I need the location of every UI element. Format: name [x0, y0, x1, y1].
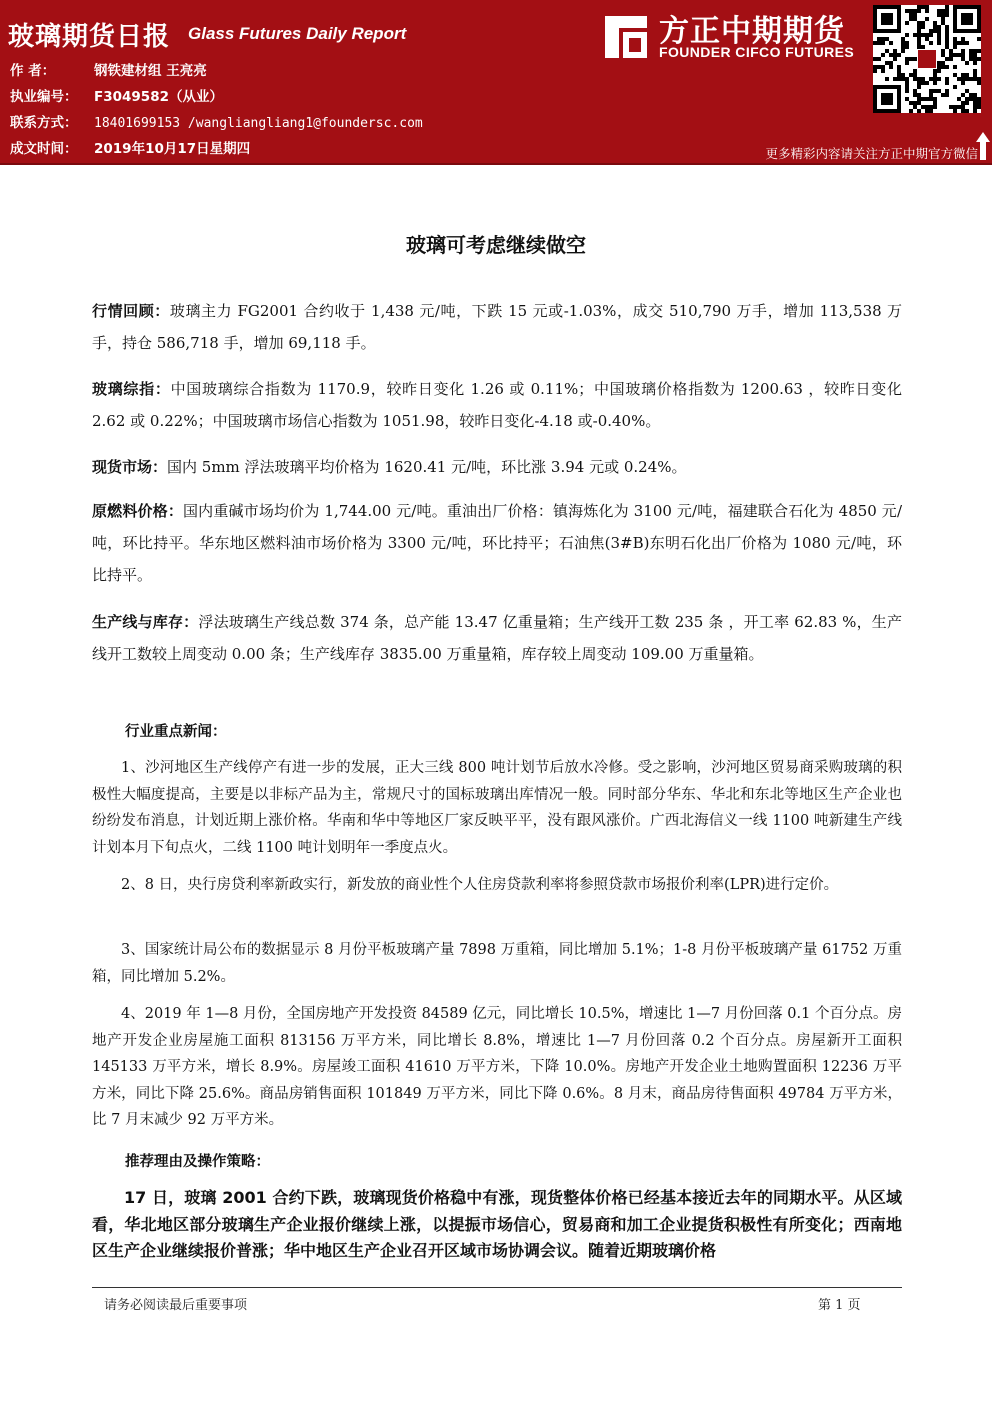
meta-label: 联系方式： — [10, 115, 78, 131]
news-heading: 行业重点新闻： — [125, 724, 227, 740]
section-production-inventory — [92, 606, 902, 670]
meta-contact — [10, 112, 423, 134]
up-arrow-icon — [976, 132, 990, 160]
meta-value: 钢铁建材组 王亮亮 — [94, 63, 207, 79]
company-logo-cn: 方正中期期货 — [659, 14, 845, 49]
wechat-qr-code — [873, 5, 981, 113]
section-text: 中国玻璃综合指数为 1170.9，较昨日变化 1.26 或 0.11%；中国玻璃价格指数为 1200.63 ，较昨日变化 2.62 或 0.22%；中国玻璃市场信心指数为 1051.98，较昨日变化-4.18 或-0.40%。 — [92, 380, 902, 430]
report-title: 玻璃期货日报 — [8, 22, 171, 52]
section-label: 行情回顾： — [92, 302, 170, 320]
header-rule — [0, 163, 992, 165]
footer-rule — [92, 1287, 902, 1288]
section-text: 浮法玻璃生产线总数 374 条，总产能 13.47 亿重量箱；生产线开工数 235 条 ，开工率 62.83 %，生产线开工数较上周变动 0.00 条；生产线库存 3835.00 万重量箱，库存较上周变动 109.00 万重量箱。 — [92, 613, 902, 663]
section-label: 生产线与库存： — [92, 613, 199, 631]
meta-author — [10, 60, 207, 82]
company-logo-en: FOUNDER CIFCO FUTURES — [659, 44, 855, 60]
news-item: 4、2019 年 1—8 月份，全国房地产开发投资 84589 亿元，同比增长 10.5%，增速比 1—7 月份回落 0.1 个百分点。房地产开发企业房屋施工面积 813156 万平方米，同比增长 8.8%，增速比 1—7 月份回落 0.2 个百分点。房屋新开工面积 145133 万平方米，增长 8.9%。房屋竣工面积 41610 万平方米，下降 10.0%。房地产开发企业土地购置面积 12236 万平方米，同比下降 25.6%。商品房销售面积 101849 万平方米，同比下降 0.6%。8 月末，商品房待售面积 49784 万平方米，比 7 月末减少 92 万平方米。 — [92, 1006, 902, 1128]
news-item: 3、国家统计局公布的数据显示 8 月份平板玻璃产量 7898 万重箱，同比增加 5.1%；1-8 月份平板玻璃产量 61752 万重箱，同比增加 5.2%。 — [92, 942, 902, 985]
news-item: 1、沙河地区生产线停产有进一步的发展，正大三线 800 吨计划节后放水冷修。受之影响，沙河地区贸易商采购玻璃的积极性大幅度提高，主要是以非标产品为主，常规尺寸的国标玻璃出库情况一般。同时部分华东、华北和东北等地区生产企业也纷纷发布消息，计划近期上涨价格。华南和华中等地区厂家反映平平，没有跟风涨价。广西北海信义一线 1100 吨新建生产线计划本月下旬点火，二线 1100 吨计划明年一季度点火。 — [92, 760, 902, 856]
meta-label: 执业编号： — [10, 89, 78, 105]
company-logo — [601, 8, 865, 68]
section-text: 玻璃主力 FG2001 合约收于 1,438 元/吨，下跌 15 元或-1.03%，成交 510,790 万手，增加 113,538 万手，持仓 586,718 手，增加 69,118 手。 — [92, 302, 902, 352]
section-raw-fuel-prices — [92, 495, 902, 591]
page-headline: 玻璃可考虑继续做空 — [406, 233, 586, 257]
section-label: 现货市场： — [92, 458, 168, 476]
section-glass-index — [92, 373, 902, 437]
strategy-text: 17 日，玻璃 2001 合约下跌，玻璃现货价格稳中有涨，现货整体价格已经基本接近去年的同期水平。从区域看，华北地区部分玻璃生产企业报价继续上涨，以提振市场信心，贸易商和加工企业提货积极性有所变化；西南地区生产企业继续报价普涨；华中地区生产企业召开区域市场协调会议。随着近期玻璃价格 — [92, 1188, 902, 1260]
strategy-heading: 推荐理由及操作策略： — [125, 1154, 270, 1170]
news-item: 2、8 日，央行房贷利率新政实行，新发放的商业性个人住房贷款利率将参照贷款市场报价利率(LPR)进行定价。 — [121, 877, 839, 893]
section-label: 玻璃综指： — [92, 380, 171, 398]
section-spot-market — [92, 451, 902, 483]
footer-disclaimer: 请务必阅读最后重要事项 — [104, 1298, 248, 1313]
company-logo-mark — [601, 12, 651, 62]
meta-value: 18401699153 /wangliangliang1@foundersc.com — [94, 116, 423, 131]
meta-license — [10, 86, 223, 108]
section-label: 原燃料价格： — [92, 502, 183, 520]
section-text: 国内 5mm 浮法玻璃平均价格为 1620.41 元/吨，环比涨 3.94 元或 0.24%。 — [167, 458, 687, 476]
section-text: 国内重碱市场均价为 1,744.00 元/吨。重油出厂价格：镇海炼化为 3100 元/吨，福建联合石化为 4850 元/吨，环比持平。华东地区燃料油市场价格为 3300 元/吨，环比持平；石油焦(3#B)东明石化出厂价格为 1080 元/吨，环比持平。 — [92, 502, 902, 584]
meta-value: F3049582（从业） — [94, 89, 223, 105]
report-subtitle: Glass Futures Daily Report — [188, 24, 407, 43]
report-header — [0, 0, 992, 163]
meta-label: 作 者： — [10, 63, 56, 79]
meta-date — [10, 138, 250, 160]
meta-label: 成文时间： — [10, 141, 78, 157]
wechat-follow-note: 更多精彩内容请关注方正中期官方微信 — [765, 146, 978, 161]
section-market-review — [92, 295, 902, 359]
page-number: 第 1 页 — [818, 1298, 861, 1313]
meta-value: 2019年10月17日星期四 — [94, 141, 251, 157]
